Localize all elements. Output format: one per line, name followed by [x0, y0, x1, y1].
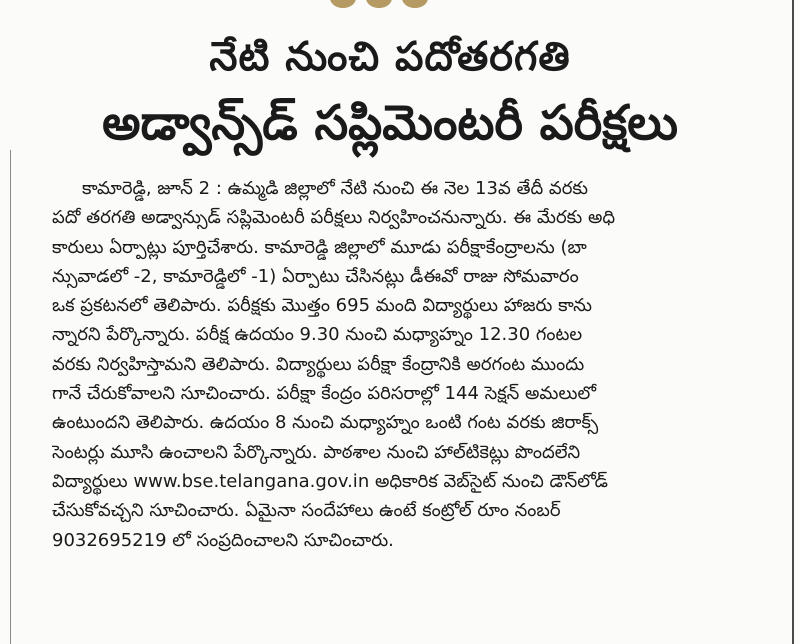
article-line: గానే చేరుకోవాలని సూచించారు. పరీక్షా కేంద్రం పరిసరాల్లో 144 సెక్షన్ అమలులో — [52, 383, 596, 405]
article-line: చేసుకోవచ్చని సూచించారు. ఏమైనా సందేహాలు ఉంటే కంట్రోల్ రూం నంబర్ — [52, 500, 561, 522]
article-line: విద్యార్థులు www.bse.telangana.gov.in అధికారిక వెబ్‌సైట్ నుంచి డౌన్‌లోడ్ — [52, 470, 608, 492]
article-line: 9032695219 లో సంప్రదించాలని సూచించారు. — [52, 529, 394, 551]
article-line: వరకు నిర్వహిస్తామని తెలిపారు. విద్యార్థులు పరీక్షా కేంద్రానికి అరగంట ముందు — [52, 353, 585, 375]
article-line: కామారెడ్డి, జూన్ 2 : ఉమ్మడి జిల్లాలో నేటి నుంచి ఈ నెల 13వ తేదీ వరకు — [82, 178, 588, 199]
article-line: ఒక ప్రకటనలో తెలిపారు. పరీక్షకు మొత్తం 695 మంది విద్యార్థులు హాజరు కాను — [52, 295, 593, 317]
article-line: పదో తరగతి అడ్వాన్సుడ్ సప్లిమెంటరీ పరీక్షలు నిర్వహించనున్నారు. ఈ మేరకు అధి — [52, 207, 616, 229]
article-line: న్నారని పేర్కొన్నారు. పరీక్ష ఉదయం 9.30 నుంచి మధ్యాహ్నం 12.30 గంటల — [52, 324, 583, 346]
ornament-dot — [330, 0, 356, 8]
headline-line-2: అడ్వాన్స్‌డ్ సప్లిమెంటరీ పరీక్షలు — [102, 95, 678, 151]
ornament-dot — [366, 0, 392, 8]
ornament-dot — [402, 0, 428, 8]
headline-line-1: నేటి నుంచి పదోతరగతి — [209, 34, 571, 80]
article-line: ఉంటుందని తెలిపారు. ఉదయం 8 నుంచి మధ్యాహ్నం ఒంటి గంట వరకు జిరాక్స్ — [52, 412, 599, 434]
column-rule-right — [792, 0, 794, 644]
article-line: కారులు ఏర్పాట్లు పూర్తిచేశారు. కామారెడ్డి జిల్లాలో మూడు పరీక్షాకేంద్రాలను (బా — [52, 236, 587, 258]
article-body — [52, 174, 752, 555]
article-line: సెంటర్లు మూసి ఉంచాలని పేర్కొన్నారు. పాఠశాల నుంచి హాల్‌టికెట్లు పొందలేని — [52, 441, 581, 463]
column-rule-left — [10, 150, 11, 644]
article-line: న్సువాడలో -2, కామారెడ్డిలో -1) ఏర్పాటు చేసినట్లు డీఈవో రాజు సోమవారం — [52, 265, 579, 287]
header-ornament — [330, 0, 428, 8]
